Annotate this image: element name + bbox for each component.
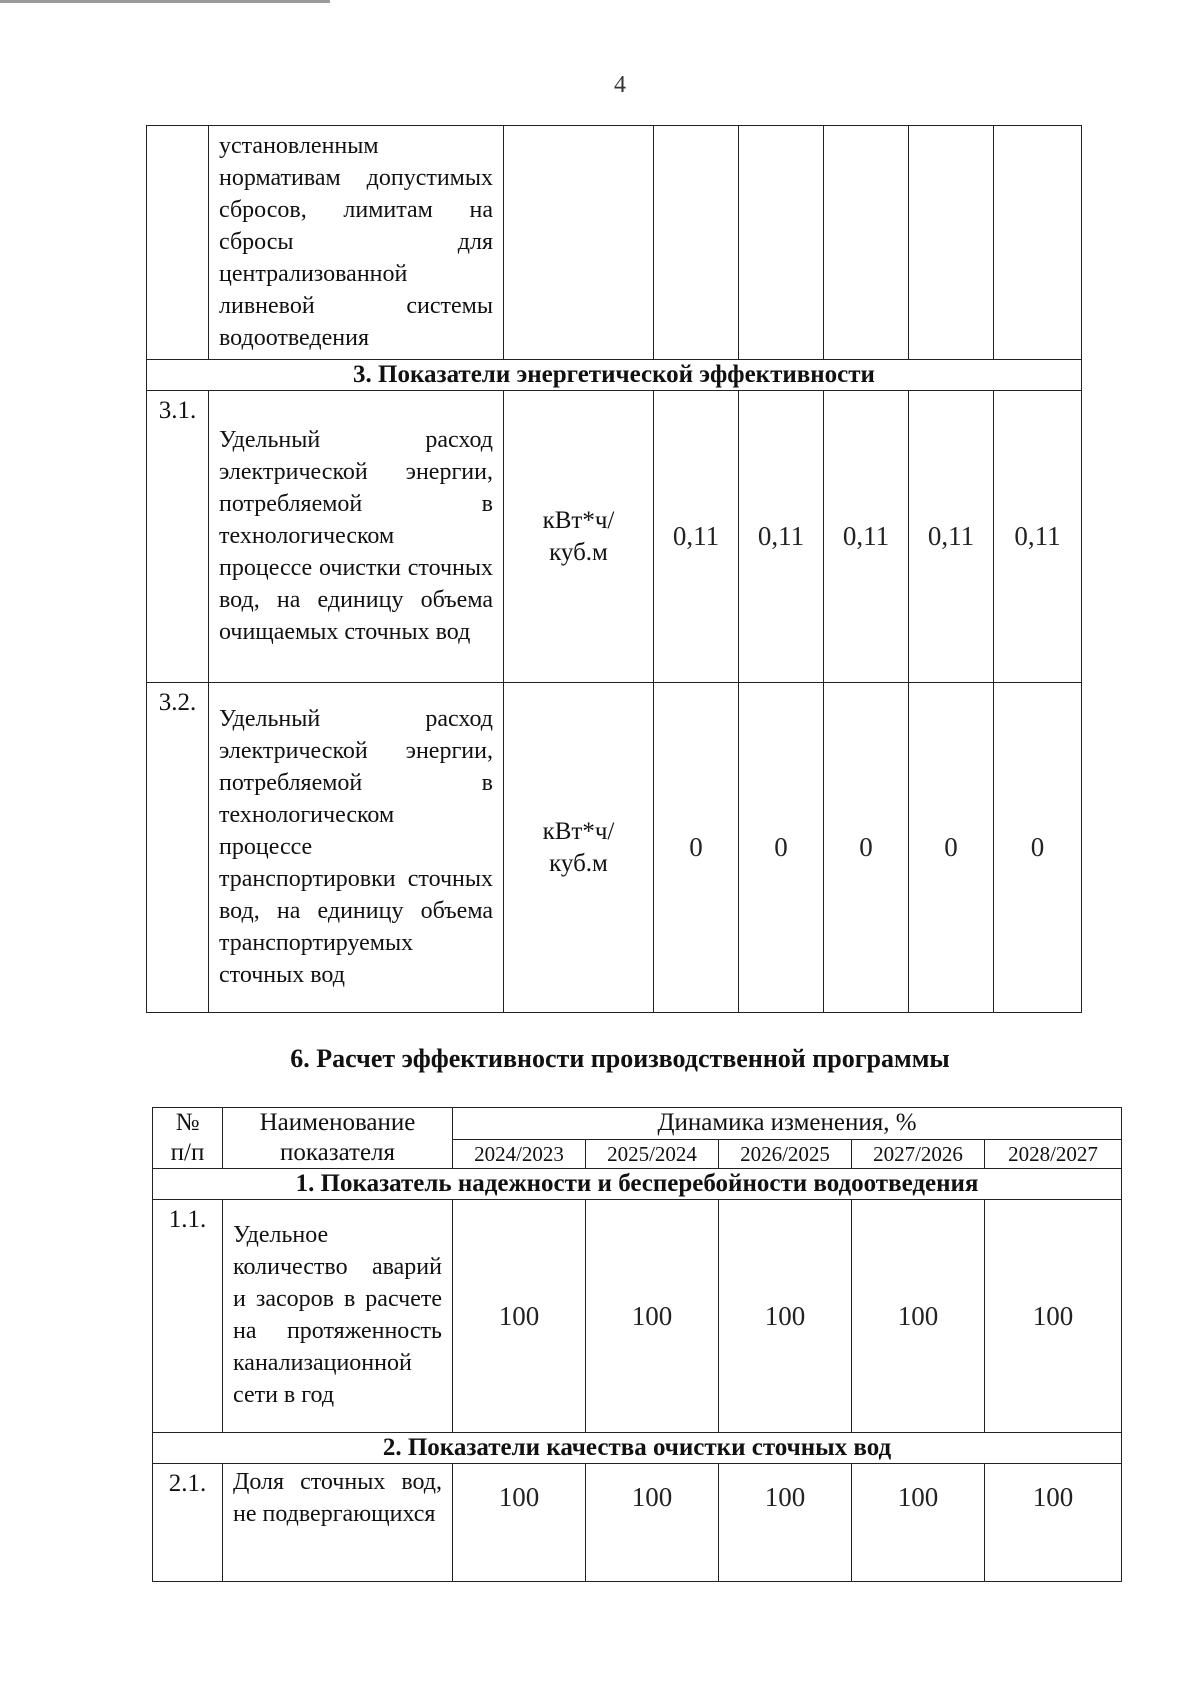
row-number: 3.1. bbox=[147, 391, 209, 683]
page-number: 4 bbox=[614, 72, 626, 98]
value-cell: 100 bbox=[719, 1200, 852, 1433]
value-cell: 100 bbox=[852, 1464, 985, 1582]
value-cell: 0 bbox=[739, 683, 824, 1013]
section-title-quality: 2. Показатели качества очистки сточных вод bbox=[153, 1433, 1122, 1464]
indicator-name: Удельное количество аварий и засоров в расчете на протяженность канализационной сети в год bbox=[223, 1200, 453, 1433]
value-cell: 100 bbox=[985, 1200, 1122, 1433]
value-cell bbox=[994, 126, 1082, 360]
header-row bbox=[153, 1108, 1122, 1140]
indicator-name-continued: установленным нормативам допустимых сбросов, лимитам на сбросы для централизованной ливневой системы водоотведения bbox=[209, 126, 504, 360]
value-cell: 100 bbox=[453, 1200, 586, 1433]
section-heading: 6. Расчет эффективности производственной программы bbox=[290, 1044, 950, 1073]
table-row bbox=[153, 1200, 1122, 1433]
header-name bbox=[223, 1108, 453, 1169]
section-title-energy: 3. Показатели энергетической эффективности bbox=[147, 360, 1082, 391]
row-number: 3.2. bbox=[147, 683, 209, 1013]
unit-cell bbox=[504, 391, 654, 683]
value-cell bbox=[654, 126, 739, 360]
value-cell: 0 bbox=[994, 683, 1082, 1013]
table-row bbox=[147, 391, 1082, 683]
header-num-line: № bbox=[175, 1109, 200, 1136]
value-cell: 100 bbox=[586, 1200, 719, 1433]
value-cell: 100 bbox=[719, 1464, 852, 1582]
value-cell: 0 bbox=[909, 683, 994, 1013]
header-year: 2024/2023 bbox=[453, 1139, 586, 1168]
unit-line: куб.м bbox=[549, 849, 608, 877]
value-cell: 0 bbox=[654, 683, 739, 1013]
table-row bbox=[153, 1464, 1122, 1582]
value-cell: 100 bbox=[852, 1200, 985, 1433]
header-name-line: показателя bbox=[279, 1139, 396, 1166]
header-num-line: п/п bbox=[170, 1139, 205, 1166]
section-title-reliability: 1. Показатель надежности и бесперебойности водоотведения bbox=[153, 1169, 1122, 1200]
header-dynamics: Динамика изменения, % bbox=[453, 1108, 1122, 1140]
header-year: 2026/2025 bbox=[719, 1139, 852, 1168]
value-cell: 100 bbox=[586, 1464, 719, 1582]
header-year: 2027/2026 bbox=[852, 1139, 985, 1168]
section-row bbox=[147, 360, 1082, 391]
table-row-continuation bbox=[147, 126, 1082, 360]
section-row bbox=[153, 1169, 1122, 1200]
value-cell: 0,11 bbox=[654, 391, 739, 683]
section-row bbox=[153, 1433, 1122, 1464]
table-row bbox=[147, 683, 1082, 1013]
value-cell: 100 bbox=[453, 1464, 586, 1582]
header-year: 2028/2027 bbox=[985, 1139, 1122, 1168]
unit-cell bbox=[504, 126, 654, 360]
value-cell bbox=[739, 126, 824, 360]
value-cell: 100 bbox=[985, 1464, 1122, 1582]
num-cell bbox=[147, 126, 209, 360]
value-cell: 0,11 bbox=[739, 391, 824, 683]
unit-line: куб.м bbox=[549, 538, 608, 566]
efficiency-table bbox=[152, 1107, 1122, 1582]
unit-line: кВт*ч/ bbox=[542, 817, 615, 845]
header-num bbox=[153, 1108, 223, 1169]
indicator-name: Доля сточных вод, не подвергающихся bbox=[223, 1464, 453, 1582]
row-number: 1.1. bbox=[153, 1200, 223, 1433]
value-cell: 0 bbox=[824, 683, 909, 1013]
value-cell bbox=[824, 126, 909, 360]
header-year: 2025/2024 bbox=[586, 1139, 719, 1168]
value-cell: 0,11 bbox=[909, 391, 994, 683]
value-cell: 0,11 bbox=[994, 391, 1082, 683]
scan-edge-stripe bbox=[0, 0, 330, 3]
value-cell: 0,11 bbox=[824, 391, 909, 683]
indicator-name: Удельный расход электрической энергии, потребляемой в технологическом процессе очистки сточных вод, на единицу объема очищаемых сточных вод bbox=[209, 391, 504, 683]
unit-line: кВт*ч/ bbox=[542, 506, 615, 534]
indicators-table bbox=[146, 125, 1082, 1013]
row-number: 2.1. bbox=[153, 1464, 223, 1582]
value-cell bbox=[909, 126, 994, 360]
indicator-name: Удельный расход электрической энергии, потребляемой в технологическом процессе транспортировки сточных вод, на единицу объема транспортируемых сточных вод bbox=[209, 683, 504, 1013]
unit-cell bbox=[504, 683, 654, 1013]
header-name-line: Наименование bbox=[259, 1109, 416, 1136]
